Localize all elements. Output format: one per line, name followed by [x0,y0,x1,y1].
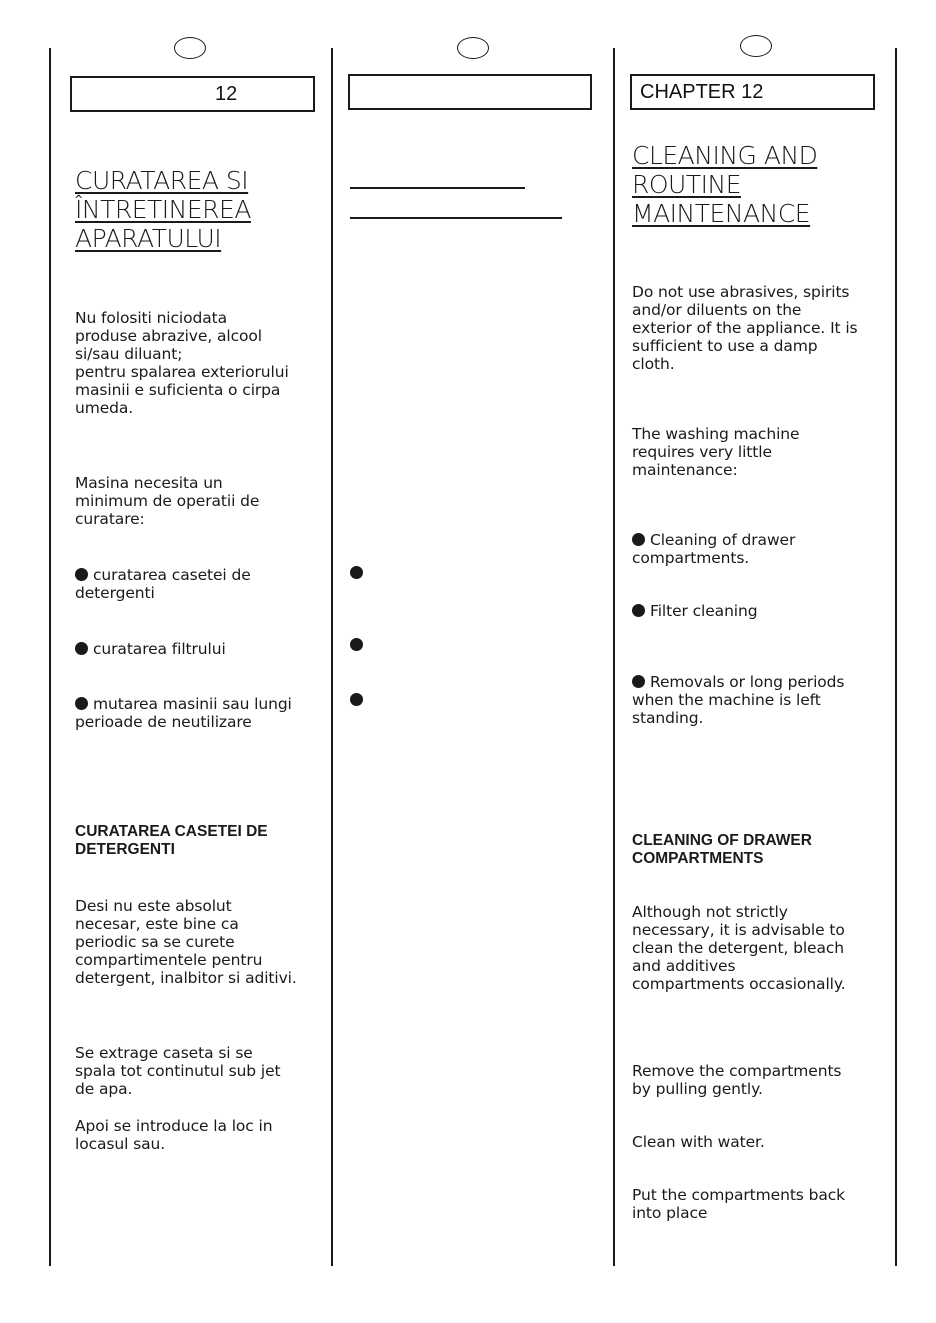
column-rule-2 [331,48,333,1266]
language-marker-en [740,35,772,57]
chapter-box-en [630,74,875,110]
paragraph-remove-ro: Se extrage caseta si se spala tot continutul sub jet de apa. [75,1044,281,1098]
paragraph-clean-water-en: Clean with water. [632,1133,765,1151]
blank-title-line-1 [350,187,525,189]
bullet-filter-ro: curatarea filtrului [75,640,226,658]
paragraph-drawer-cleaning-en: Although not strictly necessary, it is advisable to clean the detergent, bleach and additives compartments occasionally. [632,903,846,993]
column-rule-4 [895,48,897,1266]
bullet-icon [632,604,645,617]
chapter-label: CHAPTER 12 [640,81,764,103]
subheading-drawer-en: CLEANING OF DRAWER COMPARTMENTS [632,832,812,867]
paragraph-abrasives-ro: Nu folositi niciodata produse abrazive, alcool si/sau diluant; pentru spalarea exteriorului masinii e suficienta o cirpa umeda. [75,309,289,417]
column-rule-1 [49,48,51,1266]
chapter-box-mid [348,74,592,110]
paragraph-abrasives-en: Do not use abrasives, spirits and/or diluents on the exterior of the appliance. It is sufficient to use a damp cloth. [632,283,858,373]
bullet-removal-ro: mutarea masinii sau lungi perioade de neutilizare [75,695,292,731]
bullet-icon [632,533,645,546]
bullet-icon [75,697,88,710]
blank-title-line-2 [350,217,562,219]
bullet-removal-en: Removals or long periods when the machine is left standing. [632,673,845,727]
bullet-drawer-en: Cleaning of drawer compartments. [632,531,796,567]
language-marker-mid [457,37,489,59]
chapter-box-ro [70,76,315,112]
bullet-icon [75,642,88,655]
section-title-en: CLEANING AND ROUTINE MAINTENANCE [632,141,818,228]
bullet-icon [350,566,363,579]
bullet-icon [75,568,88,581]
bullet-drawer-ro: curatarea casetei de detergenti [75,566,251,602]
bullet-filter-en: Filter cleaning [632,602,757,620]
subheading-drawer-ro: CURATAREA CASETEI DE DETERGENTI [75,823,268,858]
paragraph-drawer-cleaning-ro: Desi nu este absolut necesar, este bine ca periodic sa se curete compartimentele pentru detergent, inalbitor si aditivi. [75,897,297,987]
paragraph-replace-ro: Apoi se introduce la loc in locasul sau. [75,1117,273,1153]
paragraph-maintenance-en: The washing machine requires very little maintenance: [632,425,800,479]
chapter-number: 12 [215,83,238,105]
bullet-icon [350,638,363,651]
section-title-ro: CURATAREA SI ÎNTRETINEREA APARATULUI [75,166,251,253]
language-marker-ro [174,37,206,59]
bullet-icon [632,675,645,688]
paragraph-replace-en: Put the compartments back into place [632,1186,846,1222]
column-rule-3 [613,48,615,1266]
paragraph-remove-en: Remove the compartments by pulling gently. [632,1062,842,1098]
bullet-icon [350,693,363,706]
paragraph-maintenance-ro: Masina necesita un minimum de operatii de curatare: [75,474,260,528]
